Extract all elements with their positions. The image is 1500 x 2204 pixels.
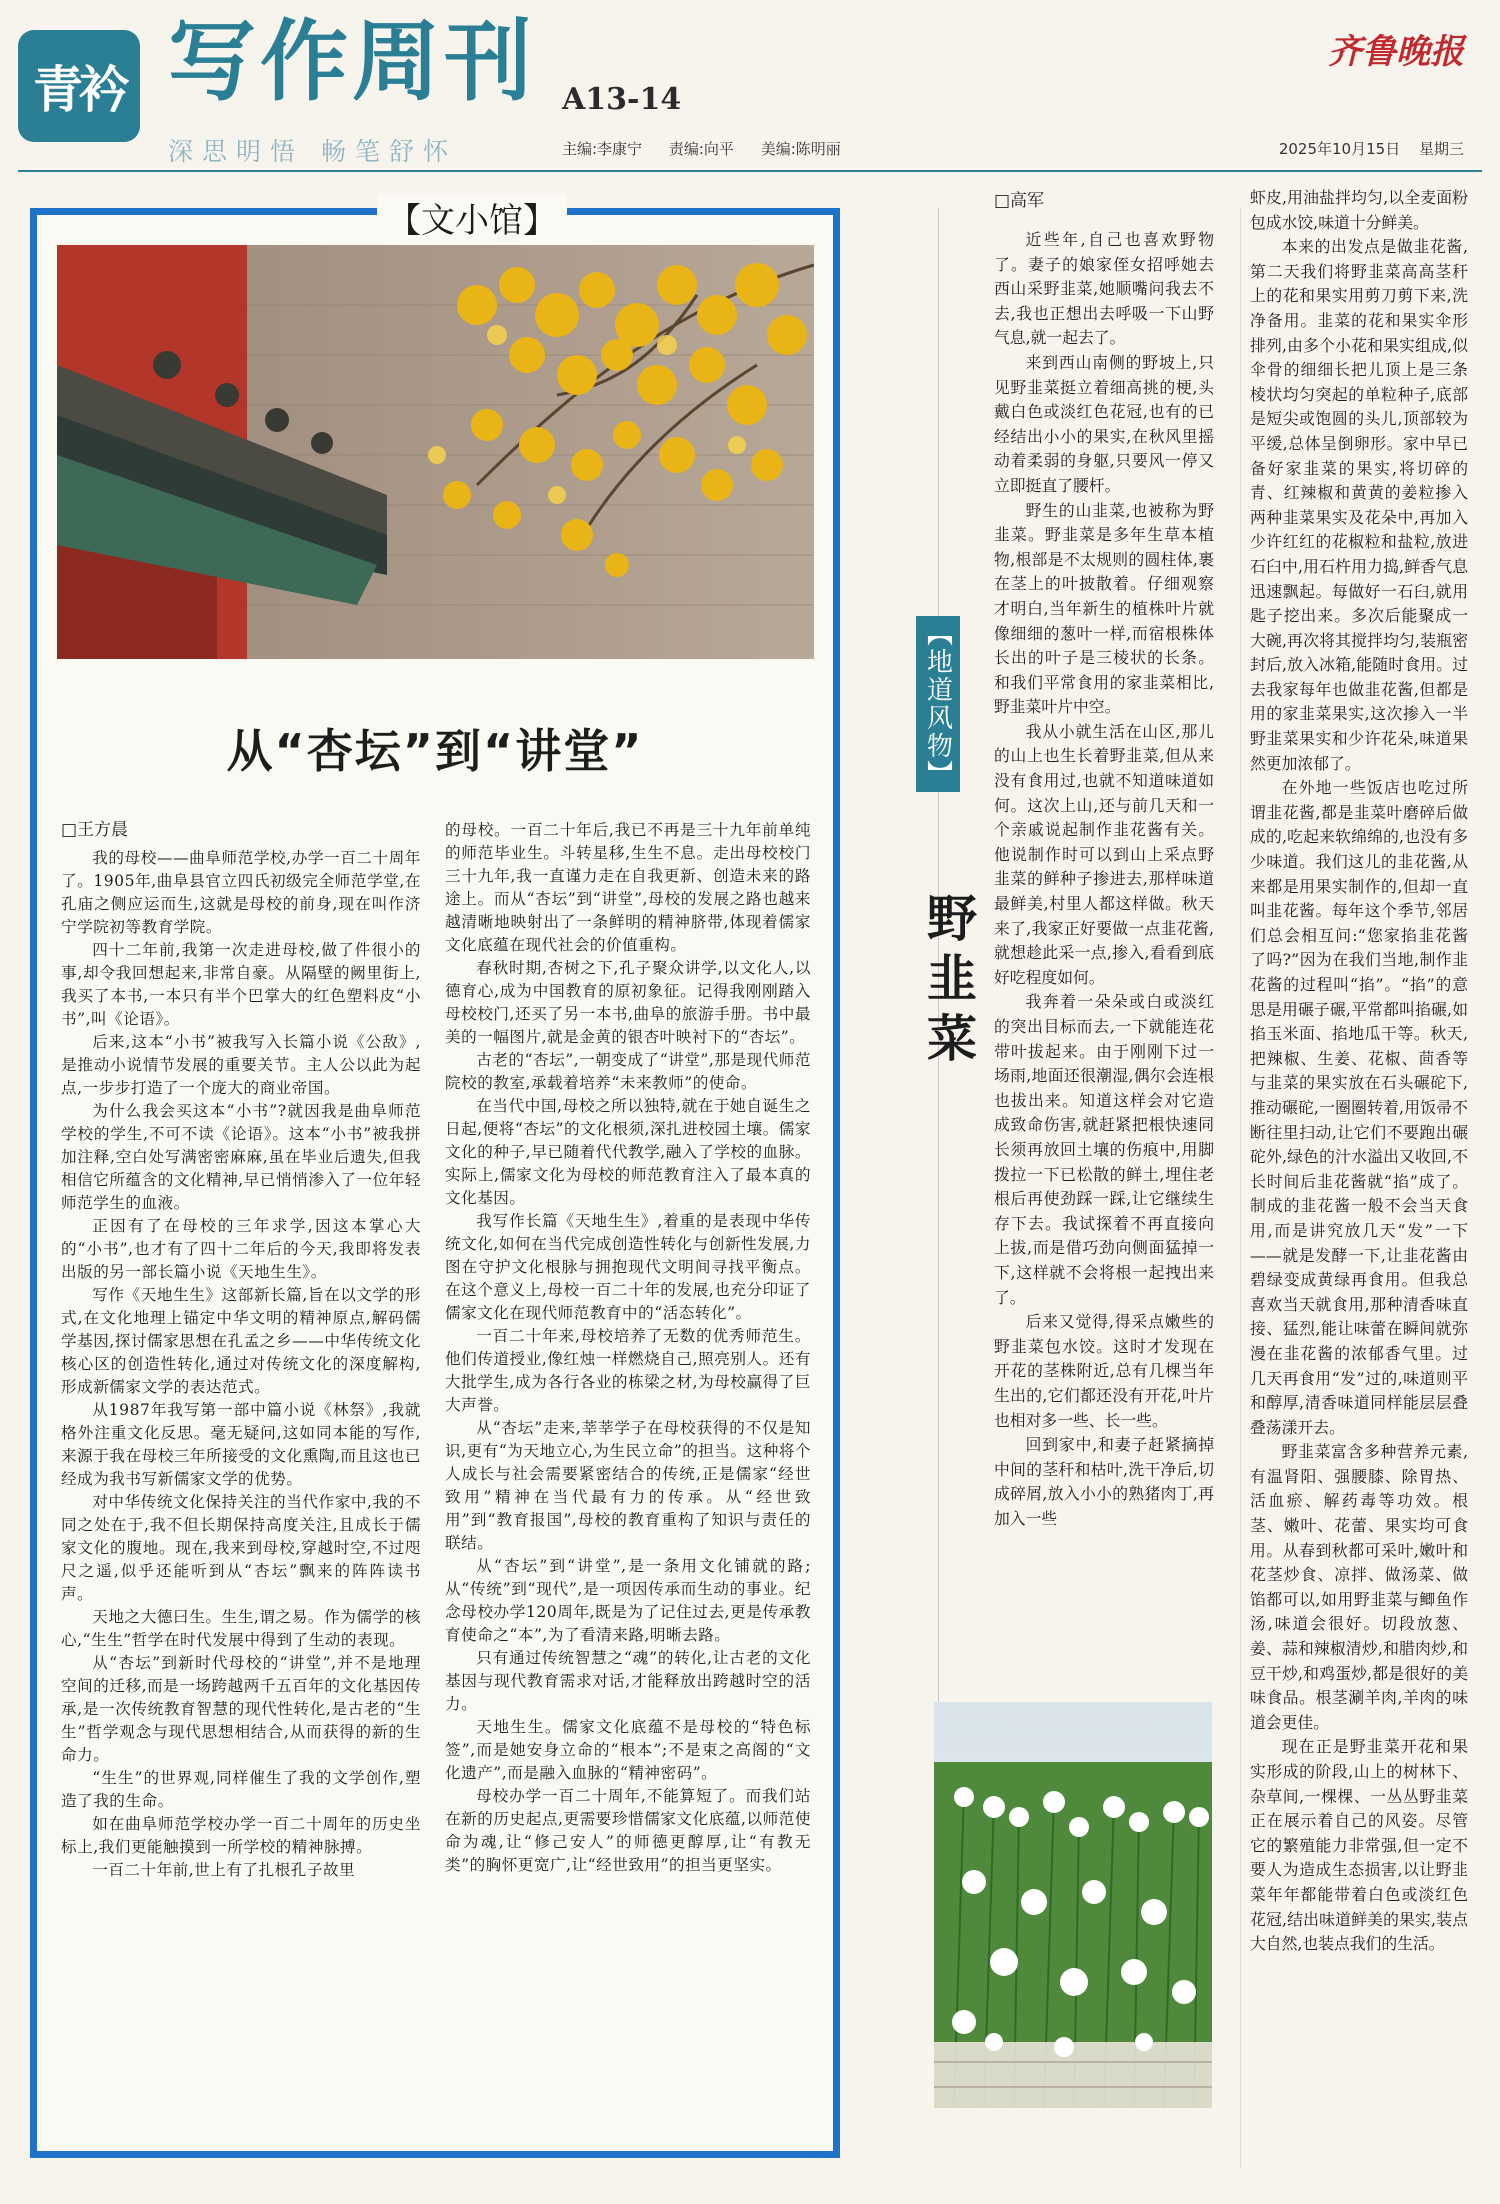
duty-editor: 责编:向平 [668,140,734,158]
paragraph: 在外地一些饭店也吃过所谓韭花酱,都是韭菜叶磨碎后做成的,吃起来软绵绵的,也没有多少味道。我们这儿的韭花酱,从来都是用果实制作的,但却一直叫韭花酱。每年这个季节,邻居们总会相互问:“您家掐韭花酱了吗?”因为在我们当地,制作韭花酱的过程叫“掐”。“掐”的意思是用碾子碾,平常都叫掐碾,如掐玉米面、掐地瓜干等。秋天,把辣椒、生姜、花椒、茴香等与韭菜的果实放在石头碾砣下,推动碾砣,一圈圈转着,用饭帚不断往里扫动,让它们不要跑出碾砣外,绿色的汁水溢出又收回,不长时间后韭花酱就“掐”成了。制成的韭花酱一般不会当天食用,而是讲究放几天“发”一下——就是发酵一下,让韭花酱由碧绿变成黄绿再食用。但我总喜欢当天就食用,那种清香味直接、猛烈,能让味蕾在瞬间就弥漫在韭花酱的浓郁香气里。过几天再食用“发”过的,味道则平和醇厚,清香味道同样能层层叠叠荡漾开去。 [1250,778,1468,1437]
paragraph: 来到西山南侧的野坡上,只见野韭菜挺立着细高挑的梗,头戴白色或淡红色花冠,也有的已经结出小小的果实,在秋风里摇动着柔弱的身躯,只要风一停又立即挺直了腰杆。 [994,352,1214,495]
issue-date: 2025年10月15日 [1278,140,1401,158]
right-article-col-1 [994,228,1214,1658]
ginkgo-temple-photo [57,245,814,659]
dateline [1265,138,1464,159]
left-article-col-2 [445,819,811,2149]
paragraph: 古老的“杏坛”,一朝变成了“讲堂”,那是现代师范院校的教室,承载着培养“未来教师”的使命。 [445,1051,811,1092]
paragraph: 天地生生。儒家文化底蕴不是母校的“特色标签”,而是她安身立命的“根本”;不是束之高阁的“文化遗产”,而是融入血脉的“精神密码”。 [445,1718,811,1782]
paragraph: 我从小就生活在山区,那儿的山上也生长着野韭菜,但从来没有食用过,也就不知道味道如何。这次上山,还与前几天和一个亲戚说起制作韭花酱有关。他说制作时可以到山上采点野韭菜的鲜种子掺进去,那样味道最鲜美,村里人都这样做。秋天来了,我家正好要做一点韭花酱,就想趁此采一点,掺入,看看到底好吃程度如何。 [994,721,1214,987]
paragraph: 一百二十年前,世上有了扎根孔子故里 [92,1861,356,1879]
paragraph: 写作《天地生生》这部新长篇,旨在以文学的形式,在文化地理上锚定中华文明的精神原点,解码儒学基因,探讨儒家思想在孔孟之乡——中华传统文化核心区的创造性转化,通过对传统文化的深度解构,形成新儒家文学的表达范式。 [61,1286,421,1396]
paragraph: 回到家中,和妻子赶紧摘掉中间的茎秆和枯叶,洗干净后,切成碎屑,放入小小的熟猪肉丁,再加入一些 [994,1435,1214,1528]
slogan: 深思明悟 畅笔舒怀 [168,137,457,166]
paragraph: 我的母校——曲阜师范学校,办学一百二十周年了。1905年,曲阜县官立四氏初级完全师范学堂,在孔庙之侧应运而生,这就是母校的前身,现在叫作济宁学院初等教育学院。 [61,849,421,936]
paragraph: 现在正是野韭菜开花和果实形成的阶段,山上的树林下、杂草间,一棵棵、一丛丛野韭菜正在展示着自己的风姿。尽管它的繁殖能力非常强,但一定不要人为造成生态损害,以让野韭菜年年都能带着白色或淡红色花冠,结出味道鲜美的果实,装点大自然,也装点我们的生活。 [1250,1737,1468,1954]
paragraph: 一百二十年来,母校培养了无数的优秀师范生。他们传道授业,像红烛一样燃烧自己,照亮别人。还有大批学生,成为各行各业的栋梁之材,为母校赢得了巨大声誉。 [445,1327,811,1414]
paragraph: 为什么我会买这本“小书”?就因我是曲阜师范学校的学生,不可不读《论语》。这本“小书”被我拼加注释,空白处写满密密麻麻,虽在毕业后遗失,但我相信它所蕴含的文化精神,早已悄悄渗入了一位年轻师范学生的血液。 [61,1102,421,1212]
left-headline: 从“杏坛”到“讲堂” [226,724,644,778]
paragraph: 我奔着一朵朵或白或淡红的突出目标而去,一下就能连花带叶拔起来。由于刚刚下过一场雨,地面还很潮湿,偶尔会连根也拔出来。知道这样会对它造成致命伤害,就赶紧把根快速同长须再放回土壤的伤痕中,用脚拨拉一下已松散的鲜土,埋住老根后再使劲踩一踩,让它继续生存下去。我试探着不再直接向上拔,而是借巧劲向侧面猛掉一下,这样就不会将根一起拽出来了。 [994,992,1214,1307]
editor: 主编:李康宁 [562,140,643,158]
paragraph: 母校办学一百二十周年,不能算短了。而我们站在新的历史起点,更需要珍惜儒家文化底蕴,以师范使命为魂,让“修己安人”的师德更醇厚,让“有教无类”的胸怀更宽广,让“经世致用”的担当更坚实。 [445,1787,811,1874]
paragraph: 天地之大德曰生。生生,谓之易。作为儒学的核心,“生生”哲学在时代发展中得到了生动的表现。 [61,1608,421,1649]
paragraph: 四十二年前,我第一次走进母校,做了件很小的事,却令我回想起来,非常自豪。从隔壁的阙里街上,我买了本书,一本只有半个巴掌大的红色塑料皮“小书”,叫《论语》。 [61,941,421,1028]
paragraph: 如在曲阜师范学校办学一百二十周年的历史坐标上,我们更能触摸到一所学校的精神脉搏。 [61,1815,421,1856]
issue-weekday: 星期三 [1418,140,1464,158]
paragraph: 本来的出发点是做韭花酱,第二天我们将野韭菜高高茎秆上的花和果实用剪刀剪下来,洗净备用。韭菜的花和果实伞形排列,由多个小花和果实组成,似伞骨的细细长把儿顶上是三条棱状均匀突起的单粒种子,底部是短尖或饱圆的头儿,顶部较为平缓,总体呈倒卵形。家中早已备好家韭菜的果实,将切碎的青、红辣椒和黄黄的姜粒掺入两种韭菜果实及花朵中,再加入少许红红的花椒粒和盐粒,放进石臼中,用石杵用力捣,鲜香气息迅速飘起。每做好一石臼,就用匙子挖出来。多次后能聚成一大碗,再次将其搅拌均匀,装瓶密封后,放入冰箱,能随时食用。过去我家每年也做韭花酱,但都是用的家韭菜果实,这次掺入一半野韭菜果实和少许花朵,味道果然更加浓郁了。 [1250,237,1468,773]
header-rule [18,170,1482,172]
right-byline: □高军 [994,191,1045,211]
brand-logo: 青衿 [18,30,140,142]
paragraph: 从“杏坛”到“讲堂”,是一条用文化铺就的路;从“传统”到“现代”,是一项因传承而生动的事业。纪念母校办学120周年,既是为了记住过去,更是传承教育使命之“本”,为了看清来路,明晰去路。 [445,1557,811,1644]
paragraph: “生生”的世界观,同样催生了我的文学创作,塑造了我的生命。 [61,1769,421,1810]
left-article-box [30,201,840,2158]
column-divider [1240,208,1241,2168]
paragraph: 后来,这本“小书”被我写入长篇小说《公敌》,是推动小说情节发展的重要关节。主人公以此为起点,一步步打造了一个庞大的商业帝国。 [61,1033,421,1097]
paragraph: 后来又觉得,得采点嫩些的野韭菜包水饺。这时才发现在开花的茎株附近,总有几棵当年生出的,它们都还没有开花,叶片也相对多一些、长一些。 [994,1312,1214,1430]
paragraph: 的母校。一百二十年后,我已不再是三十九年前单纯的师范毕业生。斗转星移,生生不息。走出母校校门三十九年,我一直谨力走在自我更新、创造未来的路途上。而从“杏坛”到“讲堂”,母校的发展之路也越来越清晰地映射出了一条鲜明的精神脐带,体现着儒家文化底蕴在现代社会的价值重构。 [445,821,811,954]
section-title: 写作周刊 [168,10,537,113]
right-article-col-2 [1250,186,1468,2156]
paragraph: 近些年,自己也喜欢野物了。妻子的娘家侄女招呼她去西山采野韭菜,她顺嘴问我去不去,我也正想出去呼吸一下山野气息,就一起去了。 [994,230,1214,348]
paper-name: 齐鲁晚报 [1328,32,1464,72]
paragraph: 从“杏坛”走来,莘莘学子在母校获得的不仅是知识,更有“为天地立心,为生民立命”的担当。这种将个人成长与社会需要紧密结合的传统,正是儒家“经世致用”精神在当代最有力的传承。从“经世致用”到“教育报国”,母校的教育重构了知识与责任的联结。 [445,1419,811,1552]
right-headline: 野韭菜 [919,892,977,1072]
paragraph: 我写作长篇《天地生生》,着重的是表现中华传统文化,如何在当代完成创造性转化与创新性发展,力图在守护文化根脉与拥抱现代文明间寻找平衡点。在这个意义上,母校一百二十年的发展,也充分印证了儒家文化在现代师范教育中的“活态转化”。 [445,1212,811,1322]
art-editor: 美编:陈明丽 [760,140,841,158]
section-tag: 【地道风物】 [916,616,960,792]
left-article-col-1 [61,847,421,2147]
paragraph: 从“杏坛”到新时代母校的“讲堂”,并不是地理空间的迁移,而是一场跨越两千五百年的文化基因传承,是一次传统教育智慧的现代性转化,是古老的“生生”哲学观念与现代思想相结合,从而获得的新的生命力。 [61,1654,421,1764]
paragraph: 野韭菜富含多种营养元素,有温肾阳、强腰膝、除胃热、活血瘀、解药毒等功效。根茎、嫩叶、花蕾、果实均可食用。从春到秋都可采叶,嫩叶和花茎炒食、凉拌、做汤菜、做馅都可以,如用野韭菜与鲫鱼作汤,味道会很好。切段放葱、姜、蒜和辣椒清炒,和腊肉炒,和豆干炒,和鸡蛋炒,都是很好的美味食品。根茎涮羊肉,羊肉的味道会更佳。 [1250,1442,1468,1732]
paragraph: 春秋时期,杏树之下,孔子聚众讲学,以文化人,以德育心,成为中国教育的原初象征。记得我刚刚踏入母校校门,还买了另一本书,曲阜的旅游手册。书中最美的一幅图片,就是金黄的银杏叶映衬下的“杏坛”。 [445,959,811,1046]
paragraph: 对中华传统文化保持关注的当代作家中,我的不同之处在于,我不但长期保持高度关注,且成长于儒家文化的腹地。现在,我来到母校,穿越时空,不过咫尺之遥,似乎还能听到从“杏坛”飘来的阵阵读书声。 [61,1493,421,1603]
paragraph: 从1987年我写第一部中篇小说《林祭》,我就格外注重文化反思。毫无疑问,这如同本能的写作,来源于我在母校三年所接受的文化熏陶,而且这也已经成为我书写新儒家文学的优势。 [61,1401,421,1488]
paragraph: 只有通过传统智慧之“魂”的转化,让古老的文化基因与现代教育需求对话,才能释放出跨越时空的活力。 [445,1649,811,1713]
paragraph: 正因有了在母校的三年求学,因这本掌心大的“小书”,也才有了四十二年后的今天,我即将发表出版的另一部长篇小说《天地生生》。 [61,1217,421,1281]
left-byline: □王方晨 [61,820,129,840]
editor-credits [562,138,863,159]
paragraph: 野生的山韭菜,也被称为野韭菜。野韭菜是多年生草本植物,根部是不太规则的圆柱体,裹在茎上的叶披散着。仔细观察才明白,当年新生的植株叶片就像细细的葱叶一样,而宿根株体长出的叶子是三棱状的长条。和我们平常食用的家韭菜相比,野韭菜叶片中空。 [994,500,1214,717]
page-number: A13-14 [562,82,682,117]
paragraph: 在当代中国,母校之所以独特,就在于她自诞生之日起,便将“杏坛”的文化根须,深扎进校园土壤。儒家文化的种子,早已随着代代教学,融入了学校的血脉。实际上,儒家文化为母校的师范教育注入了最本真的文化基因。 [445,1097,811,1207]
wild-chive-photo [934,1702,1212,2108]
paragraph: 虾皮,用油盐拌均匀,以全麦面粉包成水饺,味道十分鲜美。 [1250,188,1468,232]
column-label: 【文小馆】 [377,193,567,242]
masthead [0,0,1500,180]
